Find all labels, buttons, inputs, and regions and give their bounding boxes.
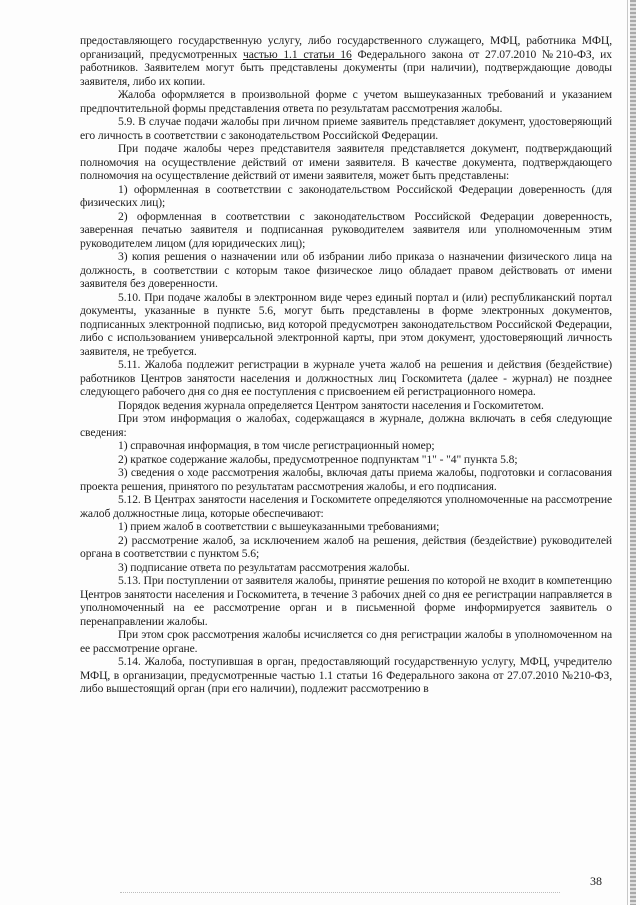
paragraph-5-14: 5.14. Жалоба, поступившая в орган, предоставляющий государственную услугу, МФЦ, учредителю МФЦ, в организации, предусмотренные частью 1.1 статьи 16 Федерального закона от 27.07.2010 №210-ФЗ, либо вышестоящий орган (при его наличии), подлежит рассмотрению в xyxy=(80,655,612,695)
list-item-info-2: 2) краткое содержание жалобы, предусмотренное подпунктам "1" - "4" пункта 5.8; xyxy=(118,452,518,466)
document-body xyxy=(80,34,612,696)
list-item-duty-1: 1) прием жалоб в соответствии с вышеуказанными требованиями; xyxy=(118,520,440,533)
paragraph-5-10: 5.10. При подаче жалобы в электронном виде через единый портал и (или) республиканский портал документы, указанные в пункте 5.6, могут быть представлены в форме электронных документов, подписанных электронной подписью, вид которой предусмотрен законодательством Российской Федерации, либо с использованием универсальной электронной карты, при этом документ, удостоверяющий личность заявителя, не требуется. xyxy=(80,290,612,358)
list-item-info-3: 3) сведения о ходе рассмотрения жалобы, включая даты приема жалобы, подготовки и согласования проекта решения, принятого по результатам рассмотрения жалобы, и его подписания. xyxy=(80,466,612,493)
footer-scan-noise xyxy=(120,892,560,894)
list-item-2: 2) оформленная в соответствии с законодательством Российской Федерации доверенность, заверенная печатью заявителя и подписанная руководителем заявителя или уполномоченным этим руководителем лицом (для юридических лиц); xyxy=(80,209,612,250)
paragraph-intro xyxy=(80,34,612,88)
list-item-info-1: 1) справочная информация, в том числе регистрационный номер; xyxy=(118,439,435,452)
scan-edge xyxy=(630,0,636,905)
page-number: 38 xyxy=(590,874,602,888)
list-item-3: 3) копия решения о назначении или об избрании либо приказа о назначении физического лица на должность, в соответствии с которым такое физическое лицо обладает правом действовать от имени заявителя без доверенности. xyxy=(80,250,612,290)
list-item-1: 1) оформленная в соответствии с законодательством Российской Федерации доверенность (для физических лиц); xyxy=(80,182,612,209)
paragraph-representative: При подаче жалобы через представителя заявителя представляется документ, подтверждающий полномочия на осуществление действий от имени заявителя. В качестве документа, подтверждающего полномочия на осуществление действий от имени заявителя, может быть представлены: xyxy=(80,142,612,182)
paragraph-intro-text: предоставляющего государственную услугу, либо государственного служащего, МФЦ, работника МФЦ, организаций, предусмотренных xyxy=(80,34,612,61)
list-item-duty-3: 3) подписание ответа по результатам рассмотрения жалобы. xyxy=(118,560,410,574)
paragraph-5-9: 5.9. В случае подачи жалобы при личном приеме заявитель представляет документ, удостоверяющий его личность в соответствии с законодательством Российской Федерации. xyxy=(80,115,612,142)
paragraph-5-12: 5.12. В Центрах занятости населения и Госкомитете определяются уполномоченные на рассмотрение жалоб должностные лица, которые обеспечивают: xyxy=(80,493,612,520)
paragraph-term: При этом срок рассмотрения жалобы исчисляется со дня регистрации жалобы в уполномоченном на ее рассмотрение органе. xyxy=(80,628,612,655)
paragraph-5-11: 5.11. Жалоба подлежит регистрации в журнале учета жалоб на решения и действия (бездействие) работников Центров занятости населения и должностных лиц Госкомитета (далее - журнал) не позднее следующего рабочего дня со дня ее поступления с присвоением ей регистрационного номера. xyxy=(80,358,612,398)
list-item-duty-2: 2) рассмотрение жалоб, за исключением жалоб на решения, действия (бездействие) руководителей органа в соответствии с пунктом 5.6; xyxy=(80,533,612,560)
paragraph-intro-text-end: Федерального закона от 27.07.2010 №210-ФЗ, их работников. Заявителем могут быть представлены документы (при наличии), подтверждающие доводы заявителя, либо их копии. xyxy=(80,47,612,88)
law-reference-link[interactable]: частью 1.1 статьи 16 xyxy=(243,47,352,61)
paragraph-journal-info: При этом информация о жалобах, содержащаяся в журнале, должна включать в себя следующие сведения: xyxy=(80,412,612,439)
paragraph-5-13: 5.13. При поступлении от заявителя жалобы, принятие решения по которой не входит в компетенцию Центров занятости населения и Госкомитета, в течение 3 рабочих дней со дня ее регистрации направляется в уполномоченный на ее рассмотрение орган и в письменной форме информируется заявитель о перенаправлении жалобы. xyxy=(80,574,612,628)
paragraph-journal-order: Порядок ведения журнала определяется Центром занятости населения и Госкомитетом. xyxy=(118,398,544,412)
paragraph-complaint-form: Жалоба оформляется в произвольной форме с учетом вышеуказанных требований и указанием предпочтительной формы представления ответа по результатам рассмотрения жалобы. xyxy=(80,88,612,115)
scan-edge-line xyxy=(627,0,628,905)
